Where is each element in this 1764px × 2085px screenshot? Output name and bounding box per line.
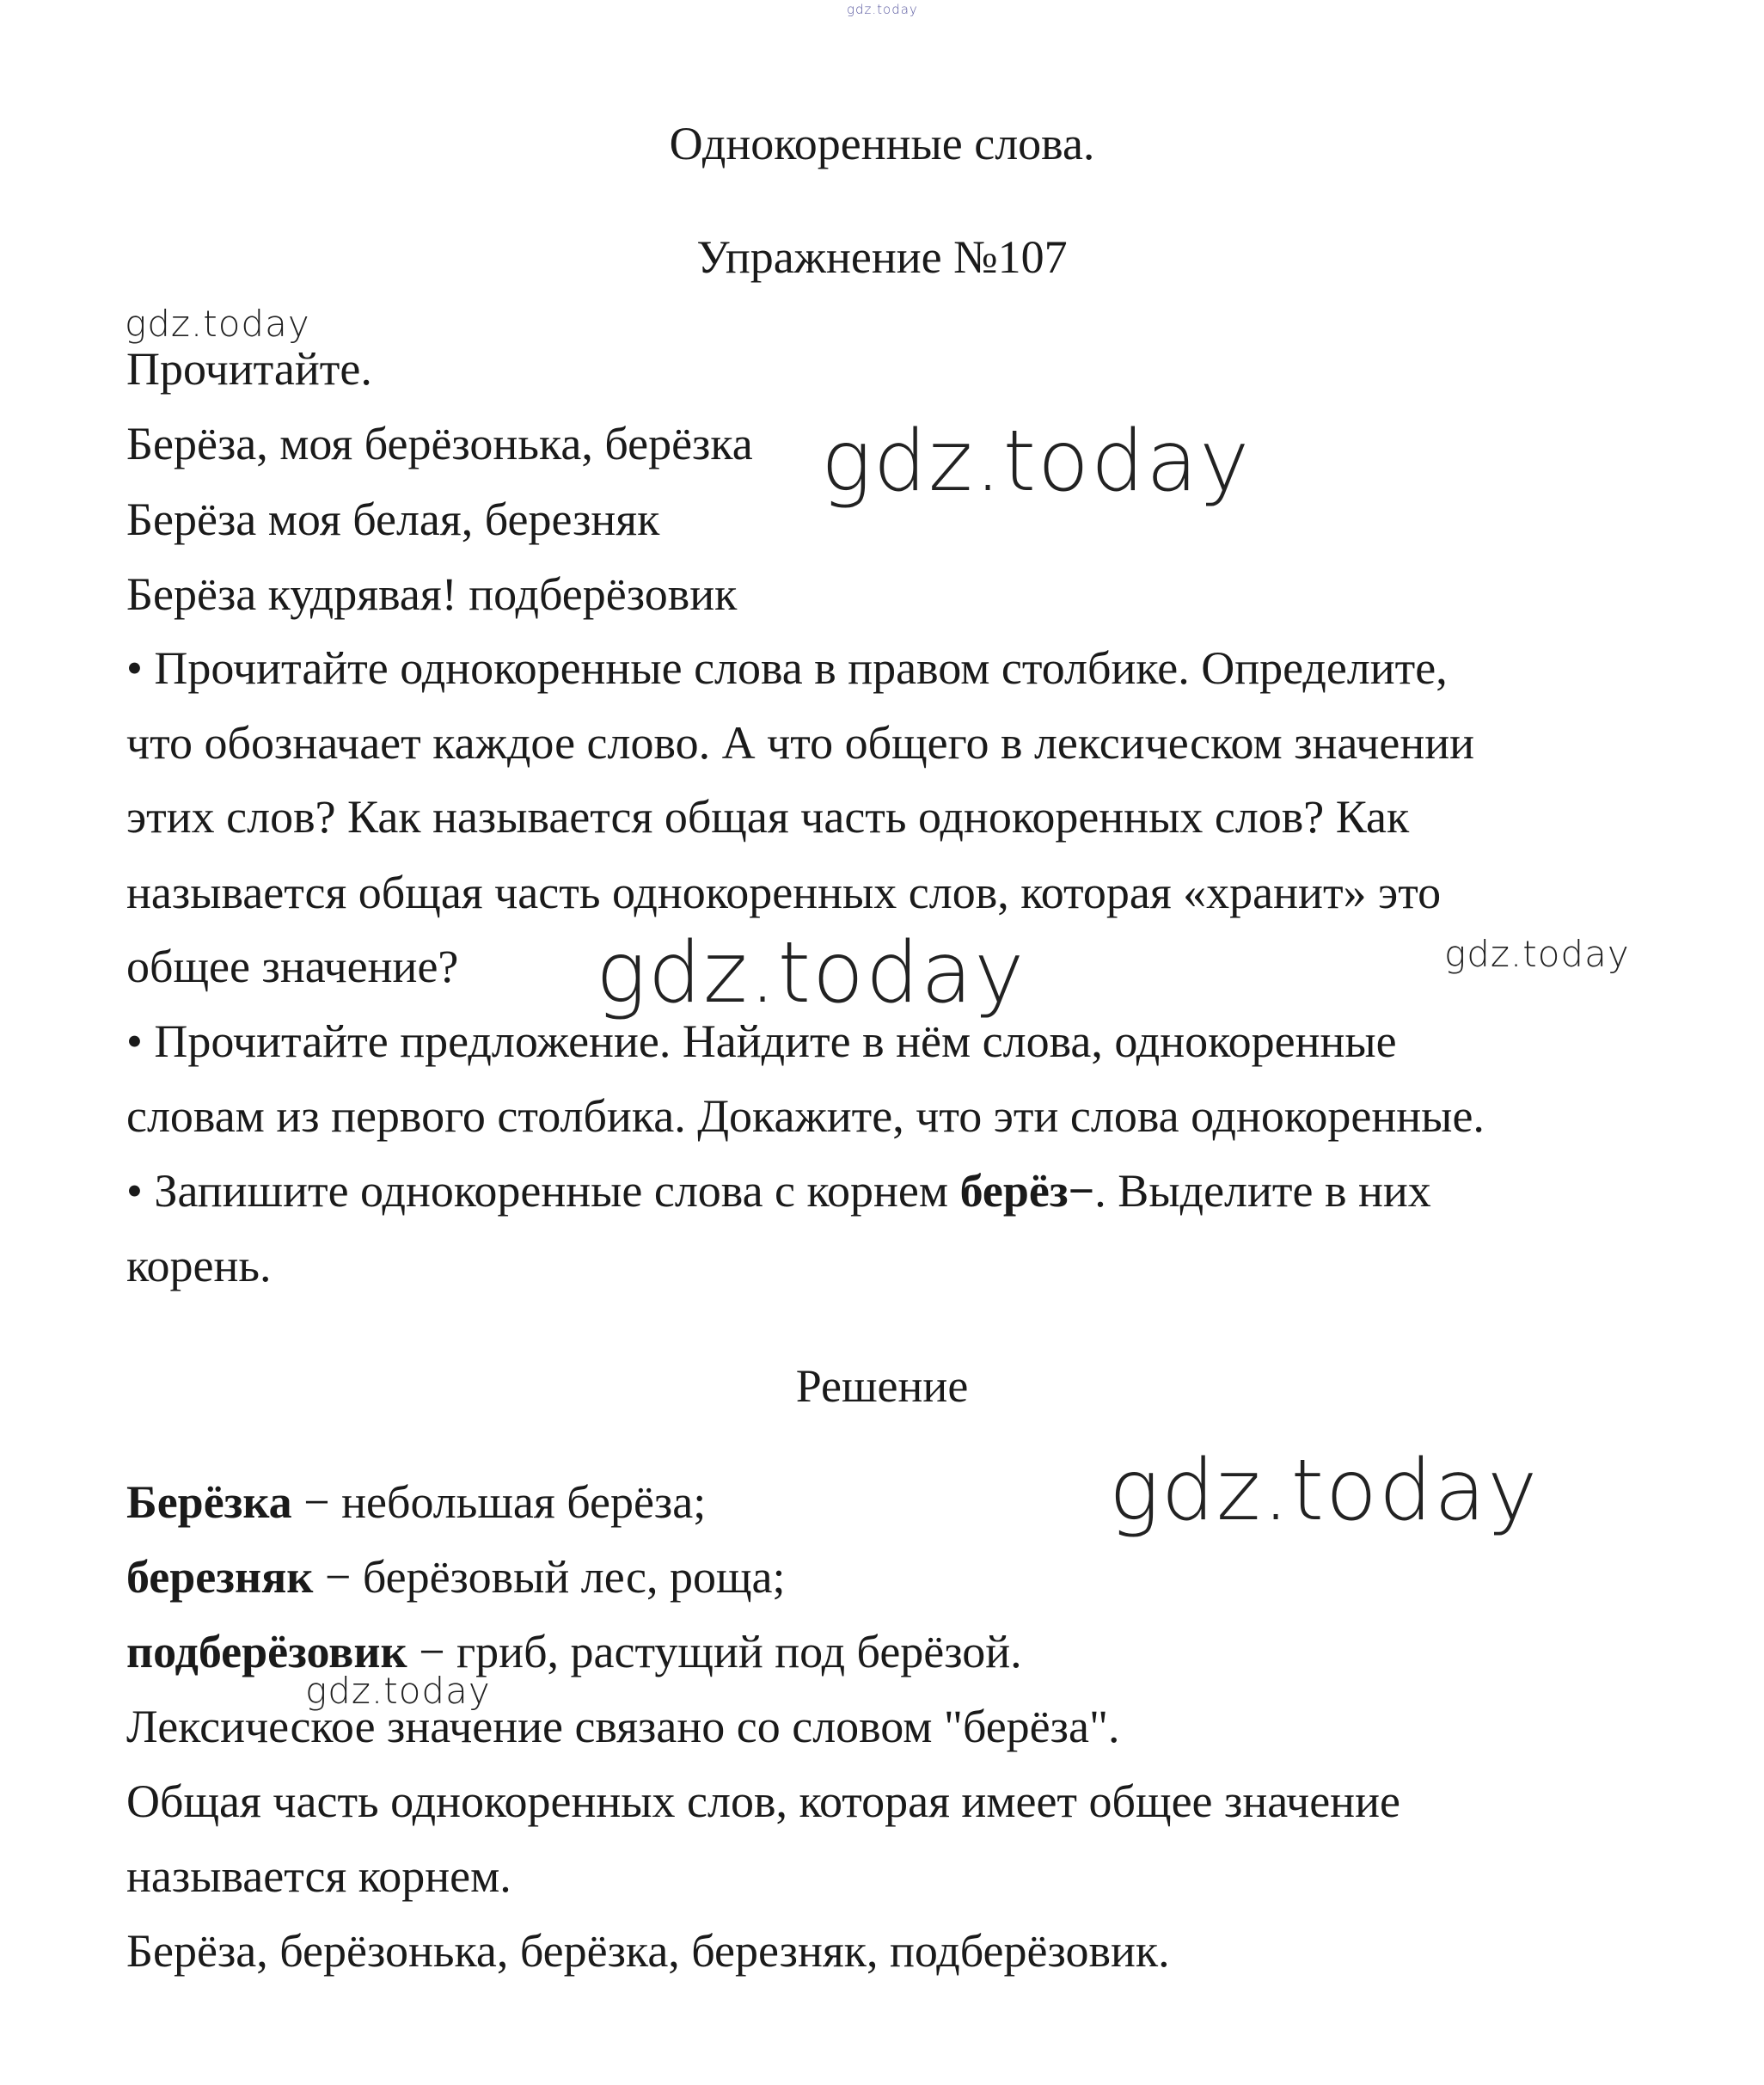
watermark: gdz.today [125,303,310,345]
task-line: словам из первого столбика. Докажите, что эти слова однокоренные. [126,1090,1485,1142]
definition-word: подберёзовик [126,1626,407,1677]
task-line: Берёза, моя берёзонька, берёзка [126,418,753,469]
watermark: gdz.today [1444,933,1630,975]
page-title: Однокоренные слова. [669,118,1095,169]
task-line: Берёза кудрявая! подберёзовик [126,568,738,620]
watermark: gdz.today [596,924,1026,1022]
task-line: Берёза моя белая, березняк [126,494,660,545]
definition-line [126,1475,706,1530]
solution-line: Берёза, берёзонька, берёзка, березняк, подберёзовик. [126,1925,1170,1977]
root-highlight: берёз− [959,1165,1095,1217]
exercise-title: Упражнение №107 [696,231,1068,283]
task-line: • Прочитайте однокоренные слова в правом столбике. Определите, [126,642,1448,694]
watermark-top: gdz.today [847,2,918,17]
definition-meaning: − небольшая берёза; [291,1476,707,1528]
solution-line: Лексическое значение связано со словом "берёза". [126,1701,1120,1752]
definition-word: березняк [126,1551,314,1603]
solution-line: Общая часть однокоренных слов, которая имеет общее значение [126,1775,1400,1827]
definition-meaning: − гриб, растущий под берёзой. [407,1626,1022,1677]
task-write-prefix: • Запишите однокоренные слова с корнем [126,1165,960,1217]
definition-meaning: − берёзовый лес, роща; [313,1551,786,1603]
task-line: общее значение? [126,941,459,992]
task-line: Прочитайте. [126,343,372,395]
task-line: • Прочитайте предложение. Найдите в нём слова, однокоренные [126,1015,1397,1067]
task-line-root [126,1163,1431,1218]
watermark: gdz.today [1109,1442,1540,1540]
solution-line: называется корнем. [126,1850,511,1902]
solution-title: Решение [795,1360,969,1412]
task-line: корень. [126,1240,272,1291]
task-line: называется общая часть однокоренных слов, которая «хранит» это [126,867,1442,918]
watermark: gdz.today [821,413,1252,511]
watermark: gdz.today [305,1670,491,1712]
task-line: этих слов? Как называется общая часть однокоренных слов? Как [126,791,1410,843]
task-write-suffix: . Выделите в них [1094,1165,1431,1217]
definition-line [126,1549,786,1604]
task-line: что обозначает каждое слово. А что общего в лексическом значении [126,717,1475,769]
definition-word: Берёзка [126,1476,292,1528]
definition-line [126,1624,1022,1679]
